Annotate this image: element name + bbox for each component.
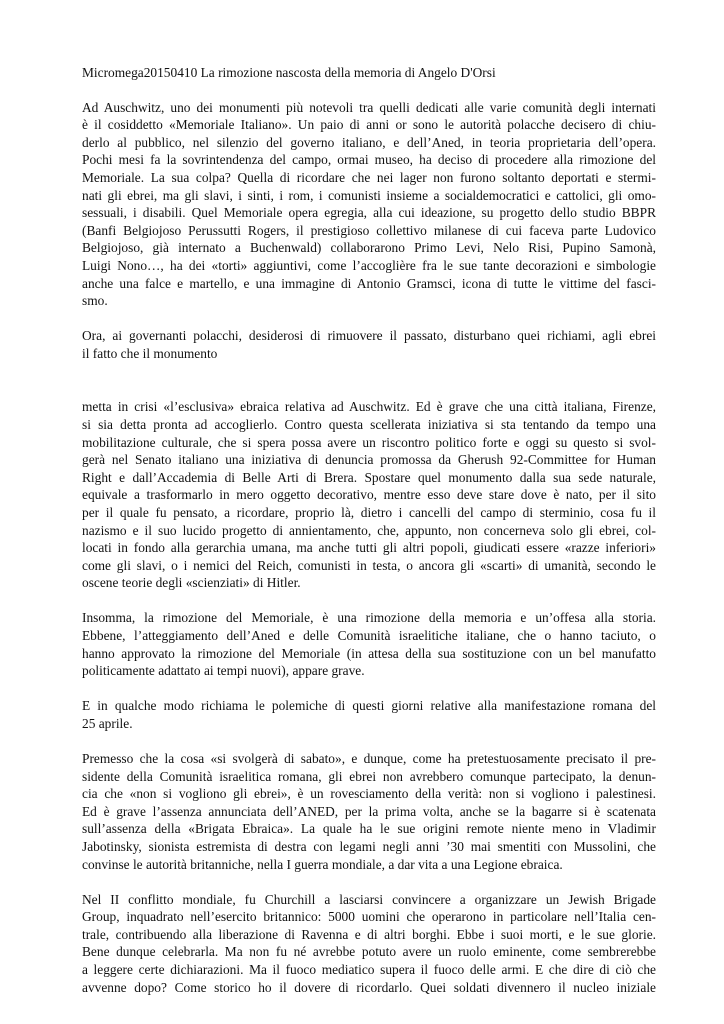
text-line: convinse le autorità britanniche, nella I guerra mondiale, a dar vita a una Legione ebraica. <box>82 856 563 872</box>
text-line: sull’assenza della «Brigata Ebraica». La quale ha le sue origini remote niente meno in Vladimir <box>82 821 656 837</box>
text-line: oscene teorie degli «scienziati» di Hitler. <box>82 575 301 591</box>
text-line: nazismo e il suo lucido progetto di annientamento, che, appunto, non concerneva solo gli ebrei, col- <box>82 522 656 538</box>
text-line: trale, contribuendo alla liberazione di Ravenna e di altri borghi. Ebbe i suoi morti, e le sue glorie. <box>82 926 656 942</box>
text-line: Group, inquadrato nell’esercito britannico: 5000 uomini che operarono in particolare nell’Italia cen- <box>82 909 656 925</box>
text-line: (Banfi Belgiojoso Perussutti Rogers, il prestigioso collettivo milanese di cui faceva parte Ludovico <box>82 222 656 238</box>
text-line: Belgiojoso, già internato a Buchenwald) collaborarono Primo Levi, Nelo Risi, Pupino Samonà, <box>82 240 656 256</box>
text-line: Pochi mesi fa la sovrintendenza del campo, ormai museo, ha deciso di procedere alla rimozione del <box>82 152 656 168</box>
text-line: Memoriale. La sua colpa? Quella di ricordare che nei lager non furono soltanto deportati e stermi- <box>82 169 656 185</box>
text-line: equivale a trasformarlo in mero oggetto decorativo, mentre esso deve stare dove è nato, per il sito <box>82 487 656 503</box>
paragraph-7 <box>82 891 656 997</box>
text-line: mobilitazione culturale, che si spera possa avere un riscontro politico forte e oggi su questo si svol- <box>82 434 656 450</box>
paragraph-2 <box>82 327 656 362</box>
paragraph-3 <box>82 398 656 592</box>
text-line: cia che «non si vogliono gli ebrei», è un rovesciamento della verità: non si vogliono i palestinesi. <box>82 786 656 802</box>
text-line: E in qualche modo richiama le polemiche di questi giorni relative alla manifestazione romana del <box>82 698 656 714</box>
paragraph-5 <box>82 697 656 732</box>
text-line: come gli slavi, o i nemici del Reich, comunisti in testa, o ancora gli «scarti» di umanità, secondo le <box>82 557 656 573</box>
text-line: sidente della Comunità israelitica romana, gli ebrei non avrebbero comunque partecipato, la denun- <box>82 768 656 784</box>
text-line: Bene dunque celebrarla. Ma non fu né avrebbe potuto avere un ruolo eminente, come sembrerebbe <box>82 944 656 960</box>
text-line: Right e dall’Accademia di Belle Arti di Brera. Spostare quel monumento dalla sua sede naturale, <box>82 469 656 485</box>
text-line: Nel II conflitto mondiale, fu Churchill a lasciarsi convincere a organizzare un Jewish Brigade <box>82 891 656 907</box>
text-line: hanno approvato la rimozione del Memoriale (in attesa della sua sostituzione con un bel manufatto <box>82 645 656 661</box>
text-line: derlo al pubblico, nel silenzio del governo italiano, e dell’Aned, in teoria proprietaria dell’opera. <box>82 134 656 150</box>
text-line: Ad Auschwitz, uno dei monumenti più notevoli tra quelli dedicati alle varie comunità degli internati <box>82 99 656 115</box>
text-line: nati gli ebrei, ma gli slavi, i sinti, i rom, i comunisti insieme a socialdemocratici e cattolici, gli omo- <box>82 187 656 203</box>
text-line: a leggere certe dichiarazioni. Ma il fuoco mediatico supera il fuoco delle armi. E che dire di ciò che <box>82 962 656 978</box>
text-line: per il quale fu pensato, a ricordare, proprio là, dietro i cancelli del campo di sterminio, cosa fu il <box>82 504 656 520</box>
text-line: Jabotinsky, sionista estremista di destra con legami negli anni ’30 mai smentiti con Mussolini, che <box>82 838 656 854</box>
text-line: anche una falce e martello, e una immagine di Antonio Gramsci, icona di tutte le vittime del fasci- <box>82 275 656 291</box>
text-line: metta in crisi «l’esclusiva» ebraica relativa ad Auschwitz. Ed è grave che una città italiana, Firenze, <box>82 399 656 415</box>
text-line: avvenne dopo? Come storico ho il dovere di ricordarlo. Quei soldati divennero il nucleo iniziale <box>82 979 656 995</box>
paragraph-1 <box>82 99 656 310</box>
text-line: il fatto che il monumento <box>82 345 218 361</box>
text-line: Ed è grave l’assenza annunciata dell’ANED, per la prima volta, anche se la bagarre si è scatenata <box>82 803 656 819</box>
document-title: Micromega20150410 La rimozione nascosta della memoria di Angelo D'Orsi <box>82 65 496 80</box>
text-line: gerà nel Senato italiano una iniziativa di denuncia promossa da Gherush 92-Committee for Human <box>82 452 656 468</box>
text-line: Ebbene, l’atteggiamento dell’Aned e delle Comunità israelitiche italiane, che o hanno taciuto, o <box>82 628 656 644</box>
text-line: Luigi Nono…, ha dei «torti» aggiuntivi, come l’accoglière fra le sue tante decorazioni e simbologie <box>82 257 656 273</box>
text-line: locati in fondo alla gerarchia umana, ma anche tutti gli altri popoli, giudicati essere «razze inferiori» <box>82 540 656 556</box>
text-line: 25 aprile. <box>82 715 133 731</box>
text-line: è il cosiddetto «Memoriale Italiano». Un paio di anni or sono le autorità polacche decisero di chiu- <box>82 117 656 133</box>
text-line: Premesso che la cosa «si svolgerà di sabato», e dunque, come ha pretestuosamente precisato il pre- <box>82 751 656 766</box>
text-line: politicamente adattato ai tempi nuovi), appare grave. <box>82 663 365 679</box>
paragraph-6 <box>82 750 656 873</box>
document-page <box>82 64 656 1014</box>
text-line: sessuali, i disabili. Quel Memoriale opera egregia, alla cui ideazione, su progetto dello studio BBPR <box>82 205 656 221</box>
text-line: si sia detta pronta ad accoglierlo. Contro questa scellerata iniziativa si sta tentando da tempo una <box>82 417 656 432</box>
text-line: Insomma, la rimozione del Memoriale, è una rimozione della memoria e un’offesa alla storia. <box>82 610 656 626</box>
paragraph-4 <box>82 609 656 679</box>
text-line: smo. <box>82 293 108 309</box>
text-line: Ora, ai governanti polacchi, desiderosi di rimuovere il passato, disturbano quei richiami, agli ebrei <box>82 328 656 344</box>
